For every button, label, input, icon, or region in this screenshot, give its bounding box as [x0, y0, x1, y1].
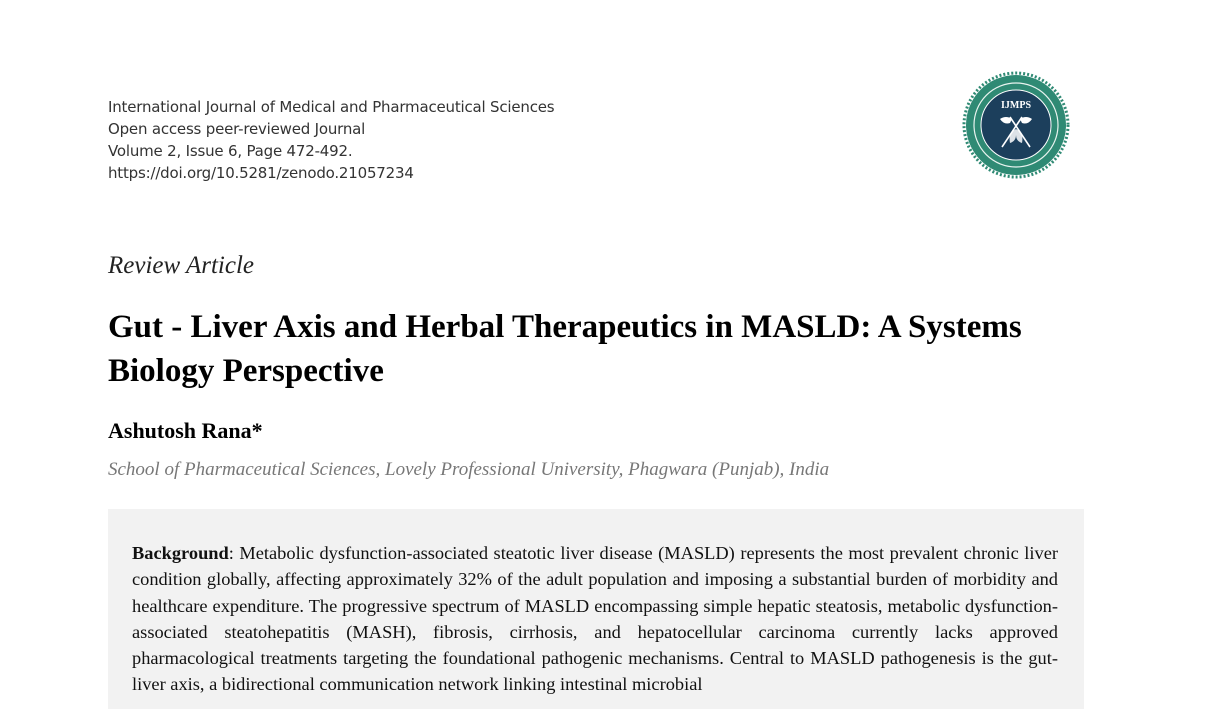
journal-name: International Journal of Medical and Pharmaceutical Sciences [108, 98, 555, 116]
journal-doi-link[interactable]: https://doi.org/10.5281/zenodo.21057234 [108, 164, 414, 182]
journal-seal-logo [962, 71, 1070, 179]
journal-access: Open access peer-reviewed Journal [108, 120, 366, 138]
author-affiliation: School of Pharmaceutical Sciences, Lovely Professional University, Phagwara (Punjab), India [108, 459, 830, 480]
article-type: Review Article [108, 252, 255, 279]
journal-info [108, 96, 554, 184]
article-title: Gut - Liver Axis and Herbal Therapeutics in MASLD: A Systems Biology Perspective [108, 309, 1022, 389]
author-name: Ashutosh Rana* [108, 418, 263, 443]
seal-logo-text: IJMPS [1001, 100, 1031, 111]
journal-volume: Volume 2, Issue 6, Page 472-492. [108, 142, 353, 160]
abstract-label: Background [132, 543, 229, 563]
abstract-body: : Metabolic dysfunction-associated steatotic liver disease (MASLD) represents the most prevalent chronic liver condition globally, affecting approximately 32% of the adult population and imposing a substantial burden of morbidity and healthcare expenditure. The progressive spectrum of MASLD encompassing simple hepatic steatosis, metabolic dysfunction-associated steatohepatitis (MASH), fibrosis, cirrhosis, and hepatocellular carcinoma currently lacks approved pharmacological treatments targeting the foundational pathogenic mechanisms. Central to MASLD pathogenesis is the gut-liver axis, a bidirectional communication network linking intestinal microbial [132, 543, 1058, 695]
abstract-paragraph [132, 540, 1058, 698]
abstract-panel [108, 509, 1084, 709]
